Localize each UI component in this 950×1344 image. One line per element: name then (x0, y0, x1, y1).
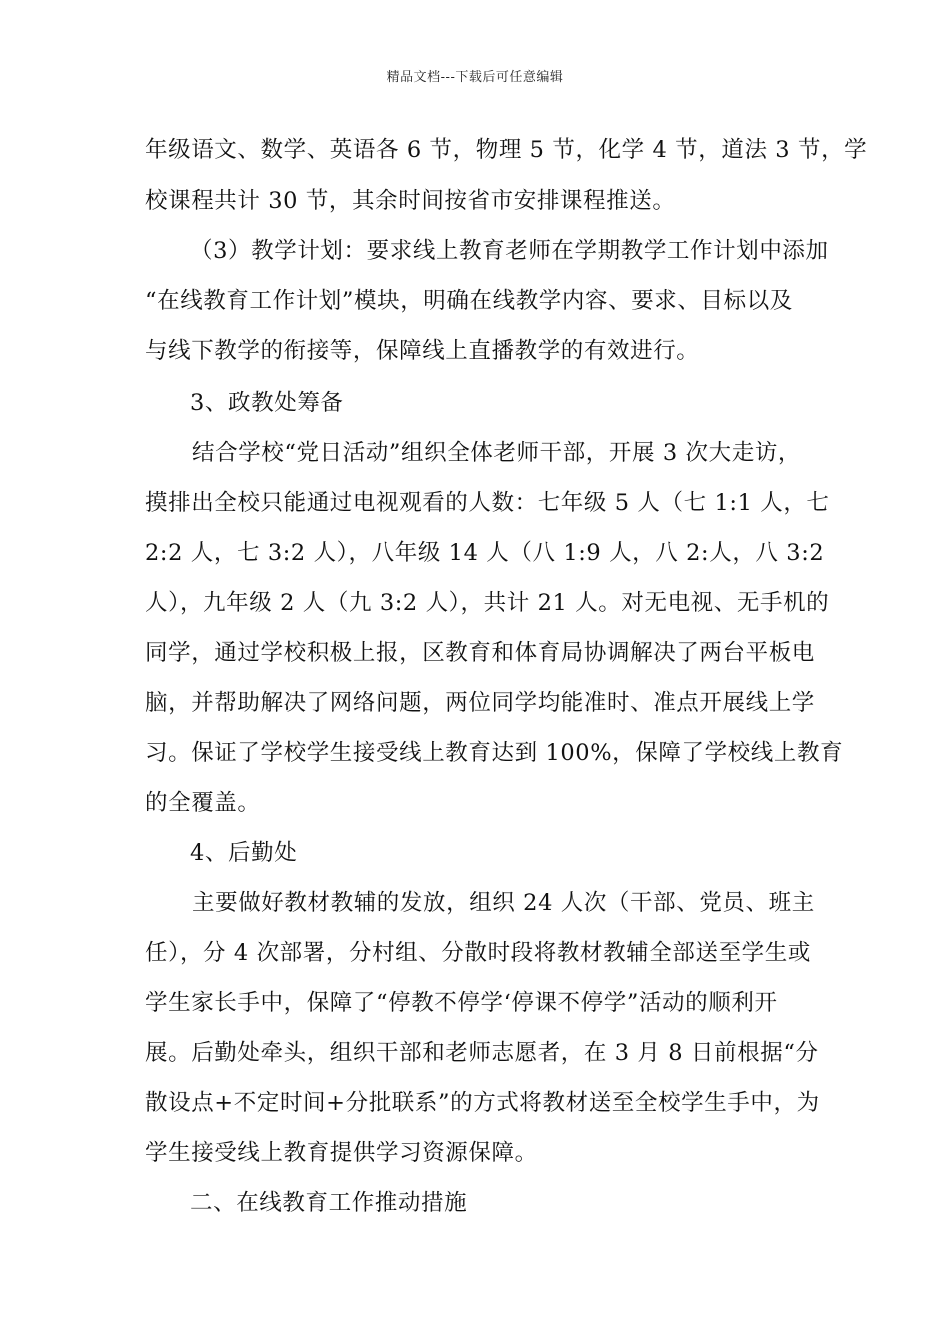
text-line: （3）教学计划：要求线上教育老师在学期教学工作计划中添加 (190, 238, 829, 264)
section-heading: 4、后勤处 (190, 840, 298, 866)
text-line: 人），九年级 2 人（九 3:2 人），共计 21 人。对无电视、无手机的 (145, 590, 830, 616)
text-line: 与线下教学的衔接等，保障线上直播教学的有效进行。 (145, 338, 700, 364)
text-line: 结合学校“党日活动”组织全体老师干部，开展 3 次大走访， (192, 440, 802, 466)
text-line: 学生家长手中，保障了“停教不停学‘停课不停学”活动的顺利开 (145, 990, 778, 1016)
text-line: 摸排出全校只能通过电视观看的人数：七年级 5 人（七 1:1 人，七 (145, 490, 830, 516)
text-line: 的全覆盖。 (145, 790, 261, 816)
text-line: 散设点+不定时间+分批联系”的方式将教材送至全校学生手中，为 (145, 1090, 820, 1116)
text-line: 同学，通过学校积极上报，区教育和体育局协调解决了两台平板电 (145, 640, 815, 666)
page-header: 精品文档---下载后可任意编辑 (386, 70, 564, 85)
section-heading: 二、在线教育工作推动措施 (190, 1190, 468, 1216)
text-line: 脑，并帮助解决了网络问题，两位同学均能准时、准点开展线上学 (145, 690, 815, 716)
text-line: 任），分 4 次部署，分村组、分散时段将教材教辅全部送至学生或 (145, 940, 811, 966)
text-line: “在线教育工作计划”模块，明确在线教学内容、要求、目标以及 (145, 288, 793, 314)
text-line: 校课程共计 30 节，其余时间按省市安排课程推送。 (145, 188, 676, 214)
text-line: 学生接受线上教育提供学习资源保障。 (145, 1140, 538, 1166)
text-line: 展。后勤处牵头，组织干部和老师志愿者，在 3 月 8 日前根据“分 (145, 1040, 819, 1066)
text-line: 主要做好教材教辅的发放，组织 24 人次（干部、党员、班主 (192, 890, 815, 916)
text-line: 习。保证了学校学生接受线上教育达到 100%，保障了学校线上教育 (145, 740, 844, 766)
text-line: 2:2 人，七 3:2 人），八年级 14 人（八 1:9 人，八 2:人，八 3:2 (145, 540, 825, 566)
text-line: 年级语文、数学、英语各 6 节，物理 5 节，化学 4 节，道法 3 节，学 (145, 137, 868, 163)
section-heading: 3、政教处筹备 (190, 390, 344, 416)
